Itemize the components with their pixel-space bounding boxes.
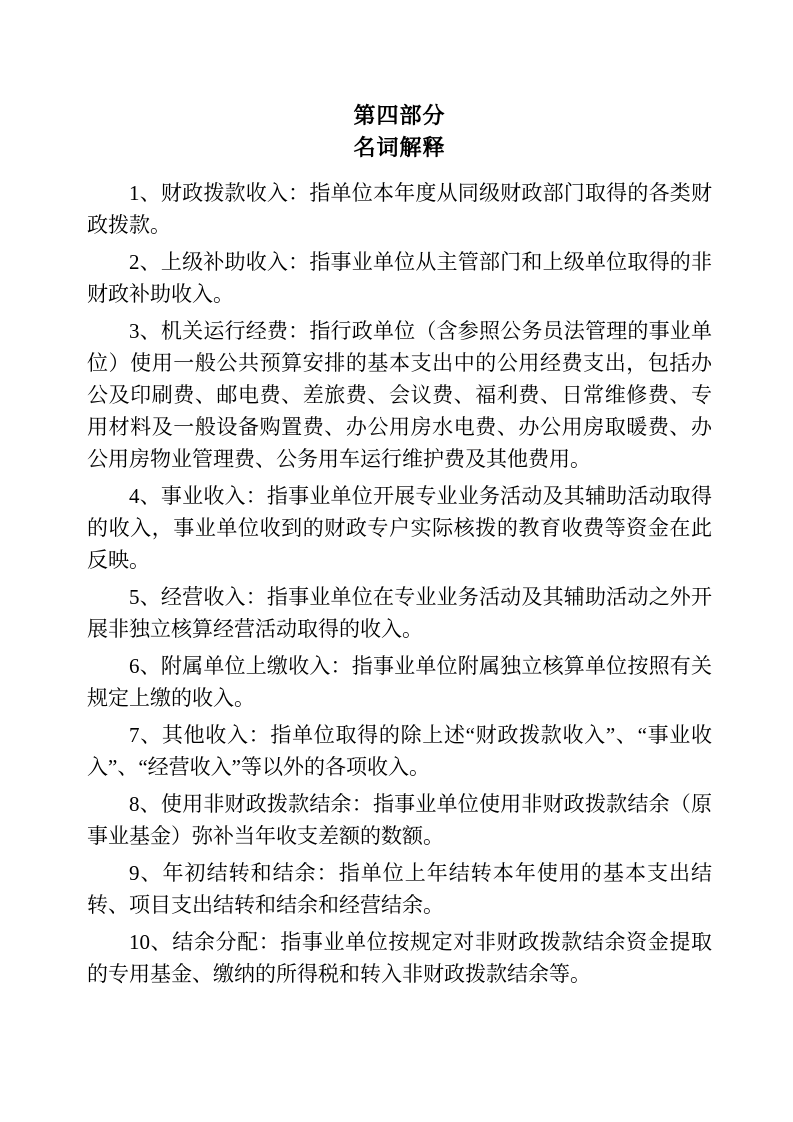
term-definition-9: 9、年初结转和结余：指单位上年结转本年使用的基本支出结转、项目支出结转和结余和经营结余。 bbox=[87, 861, 712, 917]
term-definition-6: 6、附属单位上缴收入：指事业单位附属独立核算单位按照有关规定上缴的收入。 bbox=[87, 654, 712, 710]
term-definition-2: 2、上级补助收入：指事业单位从主管部门和上级单位取得的非财政补助收入。 bbox=[87, 250, 712, 306]
term-definition-4: 4、事业收入：指事业单位开展专业业务活动及其辅助活动取得的收入，事业单位收到的财政专户实际核拨的教育收费等资金在此反映。 bbox=[87, 484, 712, 572]
glossary-body bbox=[87, 177, 712, 990]
term-definition-3: 3、机关运行经费：指行政单位（含参照公务员法管理的事业单位）使用一般公共预算安排的基本支出中的公用经费支出，包括办公及印刷费、邮电费、差旅费、会议费、福利费、日常维修费、专用材料及一般设备购置费、办公用房水电费、办公用房取暖费、办公用房物业管理费、公务用车运行维护费及其他费用。 bbox=[87, 319, 712, 471]
section-title: 名词解释 bbox=[353, 135, 446, 160]
term-definition-5: 5、经营收入：指事业单位在专业业务活动及其辅助活动之外开展非独立核算经营活动取得的收入。 bbox=[87, 585, 712, 641]
term-definition-8: 8、使用非财政拨款结余：指事业单位使用非财政拨款结余（原事业基金）弥补当年收支差额的数额。 bbox=[87, 792, 712, 848]
term-definition-1: 1、财政拨款收入：指单位本年度从同级财政部门取得的各类财政拨款。 bbox=[87, 181, 712, 237]
part-title: 第四部分 bbox=[353, 103, 446, 128]
term-definition-10: 10、结余分配：指事业单位按规定对非财政拨款结余资金提取的专用基金、缴纳的所得税和转入非财政拨款结余等。 bbox=[87, 930, 712, 986]
term-definition-7: 7、其他收入：指单位取得的除上述“财政拨款收入”、“事业收入”、“经营收入”等以外的各项收入。 bbox=[87, 723, 712, 779]
